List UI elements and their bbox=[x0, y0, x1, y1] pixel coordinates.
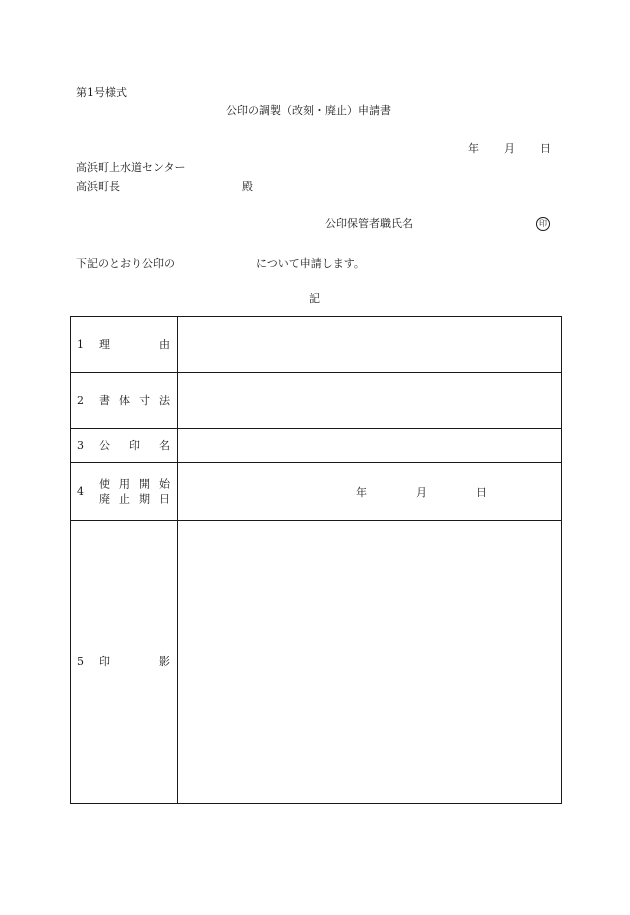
label-char: 用 bbox=[119, 477, 130, 490]
reason-value-cell[interactable] bbox=[178, 317, 562, 373]
font-size-value-cell[interactable] bbox=[178, 373, 562, 429]
label-char: 始 bbox=[159, 477, 170, 490]
label-char: 印 bbox=[99, 655, 110, 668]
font-size-label-cell bbox=[71, 373, 178, 429]
date-day-label: 日 bbox=[476, 485, 487, 499]
font-size-label bbox=[99, 394, 170, 408]
row-number: 3 bbox=[77, 438, 84, 452]
label-char: 廃 bbox=[99, 492, 110, 505]
label-char: 開 bbox=[139, 477, 150, 490]
seal-impression-label-cell bbox=[71, 521, 178, 804]
row-reason bbox=[71, 317, 562, 373]
abolish-date-label bbox=[99, 492, 170, 506]
addressee-organization: 高浜町上水道センター bbox=[76, 161, 186, 174]
label-char: 止 bbox=[119, 492, 130, 505]
date-month-label: 月 bbox=[416, 485, 427, 499]
row-seal-name bbox=[71, 429, 562, 463]
date-year-label: 年 bbox=[468, 142, 479, 155]
ki-heading: 記 bbox=[309, 292, 320, 305]
applicant-label: 公印保管者職氏名 bbox=[325, 217, 413, 230]
label-char: 法 bbox=[159, 393, 170, 407]
label-char: 書 bbox=[99, 393, 110, 407]
application-table bbox=[70, 316, 562, 804]
form-number: 第1号様式 bbox=[76, 86, 127, 99]
label-char: 日 bbox=[159, 492, 170, 505]
label-char: 期 bbox=[139, 492, 150, 505]
row-number: 4 bbox=[77, 484, 84, 498]
start-date-label bbox=[99, 477, 170, 491]
date-day-label: 日 bbox=[540, 142, 551, 155]
dates-label-cell bbox=[71, 463, 178, 521]
addressee-honorific: 殿 bbox=[242, 180, 253, 193]
label-char: 体 bbox=[119, 393, 130, 407]
label-char: 印 bbox=[129, 438, 140, 452]
date-month-label: 月 bbox=[504, 142, 515, 155]
row-number: 2 bbox=[77, 393, 84, 407]
dates-value-cell[interactable] bbox=[178, 463, 562, 521]
seal-name-value-cell[interactable] bbox=[178, 429, 562, 463]
row-dates bbox=[71, 463, 562, 521]
seal-name-label bbox=[99, 439, 170, 453]
label-char: 寸 bbox=[139, 393, 150, 407]
intro-suffix: について申請します。 bbox=[256, 257, 365, 270]
label-char: 公 bbox=[99, 438, 110, 452]
row-number: 1 bbox=[77, 337, 84, 351]
seal-impression-value-cell[interactable] bbox=[178, 521, 562, 804]
seal-mark-icon: 印 bbox=[536, 217, 550, 231]
row-font-size bbox=[71, 373, 562, 429]
row-number: 5 bbox=[77, 655, 84, 668]
label-char: 影 bbox=[159, 655, 170, 668]
row-seal-impression bbox=[71, 521, 562, 804]
label-char: 名 bbox=[159, 438, 170, 452]
label-char: 使 bbox=[99, 477, 110, 490]
reason-label bbox=[99, 338, 170, 352]
date-fields bbox=[178, 463, 561, 520]
seal-name-label-cell bbox=[71, 429, 178, 463]
seal-impression-label bbox=[99, 655, 170, 669]
date-year-label: 年 bbox=[356, 485, 367, 499]
dates-label bbox=[99, 477, 170, 506]
document-title: 公印の調製（改刻・廃止）申請書 bbox=[226, 104, 391, 117]
label-char: 理 bbox=[99, 337, 110, 351]
intro-prefix: 下記のとおり公印の bbox=[76, 257, 175, 270]
addressee-title: 高浜町長 bbox=[76, 180, 120, 193]
label-char: 由 bbox=[159, 337, 170, 351]
reason-label-cell bbox=[71, 317, 178, 373]
